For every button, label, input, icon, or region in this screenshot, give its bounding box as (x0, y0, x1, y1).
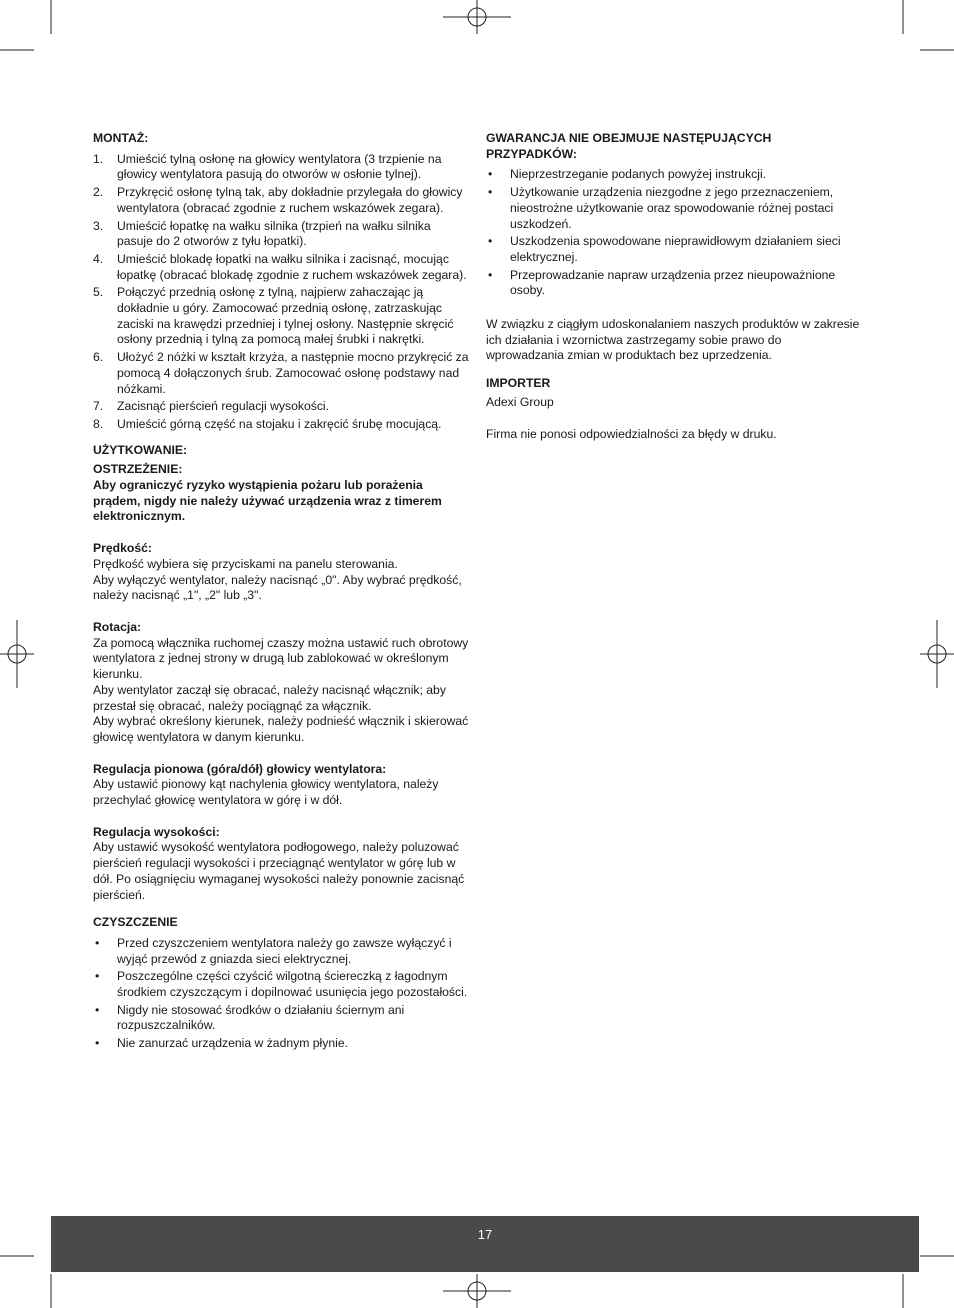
left-montaz-items-item (93, 285, 469, 348)
montaz-heading: MONTAŻ: (93, 131, 149, 145)
list-item (486, 167, 860, 183)
list-item-text: Przykręcić osłonę tylną tak, aby dokładnie przylegała do głowicy wentylatora (obracać zgodnie z ruchem wskazówek zegara). (117, 185, 463, 215)
warning-heading: OSTRZEŻENIE: (93, 462, 183, 477)
list-item (93, 969, 469, 1000)
rotacja-heading: Rotacja: (93, 619, 142, 634)
list-item (93, 936, 469, 967)
importer-heading: IMPORTER (486, 376, 551, 391)
predkosc-heading: Prędkość: (93, 541, 152, 556)
right-column (486, 131, 860, 442)
left-montaz-items-item (93, 185, 469, 216)
list-number: 5. (93, 285, 104, 300)
wysokosc-text: Aby ustawić wysokość wentylatora podłogowego, należy poluzować pierścień regulacji wysokości i przeciągnąć wentylator w górę lub w dół. Po osiągnięciu wymaganej wysokości należy ponownie zacisnąć pierścień. (93, 840, 465, 902)
list-item-text: Ułożyć 2 nóżki w kształt krzyża, a następnie mocno przykręcić za pomocą 4 dołączonych śrub. Zamocować osłonę podstawy nad nóżkami. (117, 350, 469, 396)
pionowa-heading: Regulacja pionowa (góra/dół) głowicy wentylatora: (93, 761, 387, 776)
left-montaz-items-item (93, 350, 469, 397)
list-number: 7. (93, 399, 104, 414)
left-montaz-items-item (93, 252, 469, 283)
list-item (486, 185, 860, 232)
list-item-text: Uszkodzenia spowodowane nieprawidłowym działaniem sieci elektrycznej. (510, 234, 841, 264)
zmiany-text: W związku z ciągłym udoskonalaniem naszych produktów w zakresie ich działania i wzornictwa zastrzegamy sobie prawo do wprowadzania zmian w produktach bez uprzedzenia. (486, 317, 860, 363)
gwarancja-heading: GWARANCJA NIE OBEJMUJE NASTĘPUJĄCYCH PRZYPADKÓW: (486, 131, 772, 161)
bullet-icon: • (488, 234, 493, 249)
czyszczenie-heading: CZYSZCZENIE (93, 915, 178, 930)
list-item (93, 1036, 469, 1052)
importer-name: Adexi Group (486, 394, 554, 409)
list-item (93, 1003, 469, 1034)
list-number: 8. (93, 416, 104, 431)
wysokosc-heading: Regulacja wysokości: (93, 824, 220, 839)
left-montaz-items-item (93, 399, 469, 415)
disclaimer-text: Firma nie ponosi odpowiedzialności za błędy w druku. (486, 426, 777, 441)
left-montaz-items-item (93, 219, 469, 250)
list-number: 1. (93, 151, 104, 166)
warning-text: Aby ograniczyć ryzyko wystąpienia pożaru lub porażenia prądem, nigdy nie należy używać urządzenia wraz z timerem elektronicznym. (93, 478, 442, 524)
list-number: 6. (93, 350, 104, 365)
bullet-icon: • (95, 969, 100, 984)
list-item-text: Połączyć przednią osłonę z tylną, najpierw zahaczając ją dokładnie u góry. Zamocować przednią osłonę, zatrzaskując zaciski na krawędzi przedniej i tylnej osłony. Następnie skręcić osłony przednią i tylną za pomocą małej śrubki i nakrętki. (117, 285, 454, 347)
czyszczenie-list (93, 936, 469, 1052)
montaz-list (93, 152, 469, 433)
list-item-text: Umieścić blokadę łopatki na wałku silnika i zacisnąć, mocując łopatkę (obracać blokadę zgodnie z ruchem wskazówek zegara). (117, 251, 467, 282)
list-item-text: Nieprzestrzeganie podanych powyżej instrukcji. (510, 167, 767, 182)
list-item-text: Umieścić łopatkę na wałku silnika (trzpień na wałku silnika pasuje do 2 otworów z tyłu łopatki). (117, 218, 431, 249)
bullet-icon: • (488, 185, 493, 200)
footer-bar (51, 1216, 919, 1272)
list-item-text: Zacisnąć pierścień regulacji wysokości. (117, 399, 330, 414)
list-item (486, 234, 860, 265)
pionowa-text: Aby ustawić pionowy kąt nachylenia głowicy wentylatora, należy przechylać głowicę wentylatora w górę i w dół. (93, 777, 439, 808)
bullet-icon: • (488, 267, 493, 282)
bullet-icon: • (95, 1036, 100, 1051)
list-item-text: Nie zanurzać urządzenia w żadnym płynie. (117, 1036, 348, 1051)
list-item-text: Nigdy nie stosować środków o działaniu ściernym ani rozpuszczalników. (117, 1002, 405, 1033)
rotacja-text: Za pomocą włącznika ruchomej czaszy można ustawić ruch obrotowy wentylatora z jednej strony w drugą lub zablokować w określonym kierunku. Aby wentylator zaczął się obracać, należy nacisnąć włącznik; aby przestał się obracać, należy pociągnąć za włącznik. Aby wybrać określony kierunek, należy podnieść włącznik i skierować głowicę wentylatora w danym kierunku. (93, 635, 469, 744)
predkosc-text: Prędkość wybiera się przyciskami na panelu sterowania. Aby wyłączyć wentylator, należy nacisnąć „0". Aby wybrać prędkość, należy nacisnąć „1", „2" lub „3". (93, 556, 462, 603)
uzytkowanie-heading: UŻYTKOWANIE: (93, 442, 188, 457)
list-number: 4. (93, 251, 104, 266)
bullet-icon: • (95, 935, 100, 950)
list-item-text: Poszczególne części czyścić wilgotną ściereczką z łagodnym środkiem czyszczącym i dopilnować usunięcia jego pozostałości. (117, 969, 468, 1000)
gwarancja-list (486, 167, 860, 299)
left-montaz-items-item (93, 417, 469, 433)
list-number: 2. (93, 185, 104, 200)
list-item (486, 268, 860, 299)
list-item-text: Umieścić tylną osłonę na głowicy wentylatora (3 trzpienie na głowicy wentylatora pasują do otworów w osłonie tylnej). (117, 151, 442, 182)
page-number: 17 (477, 1227, 493, 1242)
list-item-text: Umieścić górną część na stojaku i zakręcić śrubę mocującą. (117, 416, 442, 431)
left-montaz-items-item (93, 152, 469, 183)
left-column (93, 131, 469, 1054)
list-number: 3. (93, 218, 104, 233)
bullet-icon: • (488, 167, 493, 182)
list-item-text: Użytkowanie urządzenia niezgodne z jego przeznaczeniem, nieostrożne użytkowanie oraz spowodowanie różnej postaci uszkodzeń. (510, 185, 834, 231)
list-item-text: Przeprowadzanie napraw urządzenia przez nieupoważnione osoby. (510, 267, 836, 298)
list-item-text: Przed czyszczeniem wentylatora należy go zawsze wyłączyć i wyjąć przewód z gniazda sieci elektrycznej. (117, 935, 452, 966)
bullet-icon: • (95, 1002, 100, 1017)
